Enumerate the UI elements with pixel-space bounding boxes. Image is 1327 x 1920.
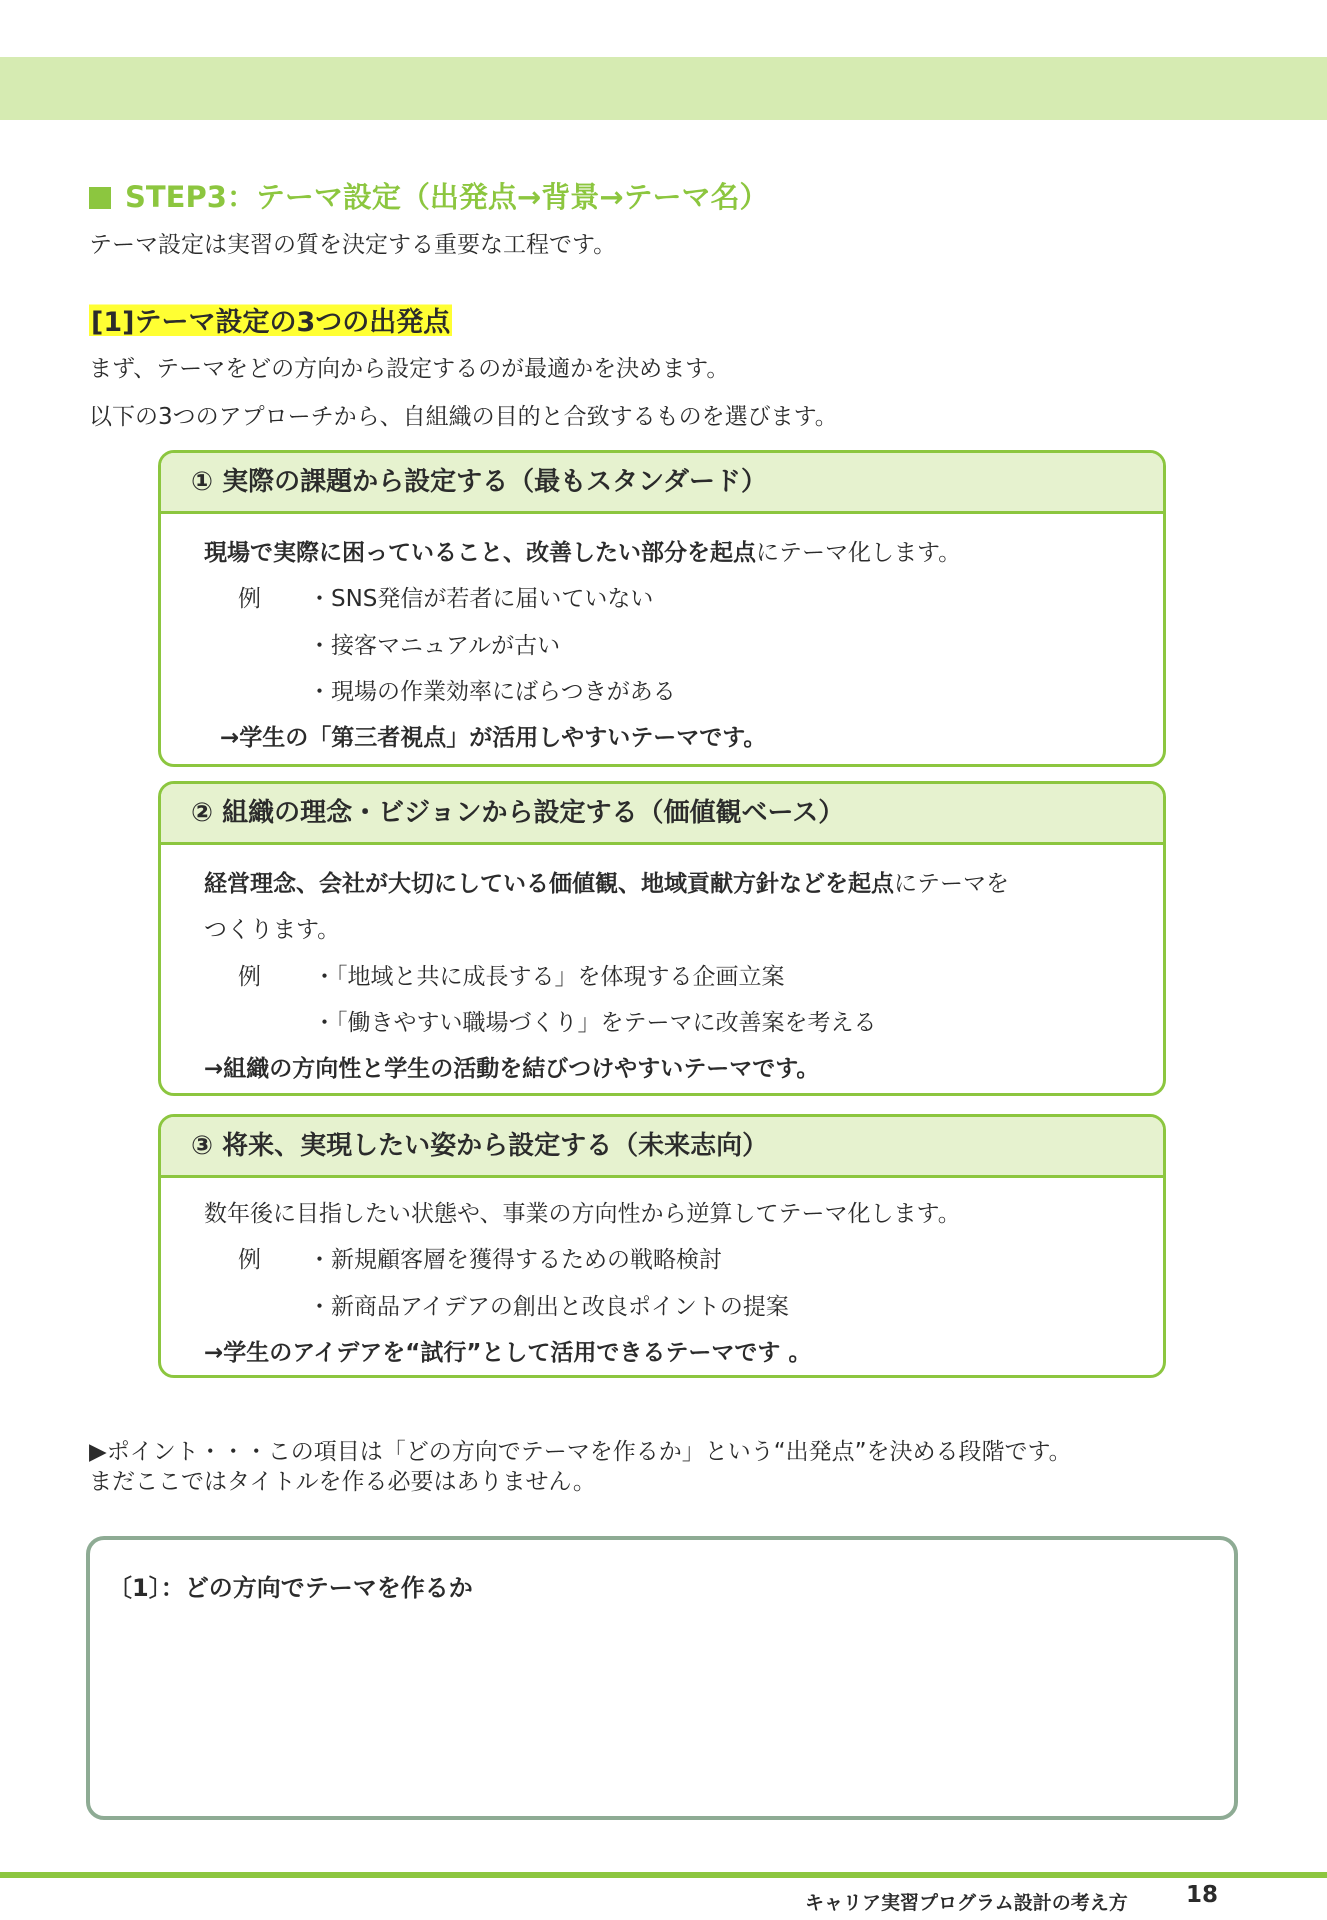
approach-description bbox=[204, 534, 961, 567]
example-item: ・「地域と共に成長する」を体現する企画立案 bbox=[313, 964, 785, 990]
example-item: ・現場の作業効率にばらつきがある bbox=[308, 679, 676, 705]
description-bold: 経営理念、会社が大切にしている価値観、地域貢献方針などを起点 bbox=[204, 871, 894, 897]
approach-description: 数年後に目指したい状態や、事業の方向性から逆算してテーマ化します。 bbox=[204, 1201, 961, 1227]
example-item: ・接客マニュアルが古い bbox=[308, 633, 561, 659]
section-paragraph-2: 以下の3つのアプローチから、自組織の目的と合致するものを選びます。 bbox=[89, 404, 838, 430]
footer-title: キャリア実習プログラム設計の考え方 bbox=[805, 1892, 1128, 1914]
footer-line bbox=[0, 1872, 1327, 1878]
example-label: 例 bbox=[238, 964, 261, 990]
example-item: ・「働きやすい職場づくり」をテーマに改善案を考える bbox=[313, 1010, 877, 1036]
point-note bbox=[89, 1437, 1072, 1497]
point-line-2: まだここではタイトルを作る必要はありません。 bbox=[89, 1469, 596, 1495]
approach-card-1 bbox=[158, 450, 1166, 767]
approach-description bbox=[204, 865, 1009, 898]
approach-card-3 bbox=[158, 1114, 1166, 1378]
intro-text: テーマ設定は実習の質を決定する重要な工程です。 bbox=[89, 232, 617, 258]
step-heading-text: STEP3：テーマ設定（出発点→背景→テーマ名） bbox=[125, 180, 769, 214]
approach-description-line2: つくります。 bbox=[204, 917, 341, 943]
section-paragraph-1: まず、テーマをどの方向から設定するのが最適かを決めます。 bbox=[89, 356, 730, 382]
answer-label: 〔1〕：どの方向でテーマを作るか bbox=[108, 1574, 473, 1602]
description-bold: 現場で実際に困っていること、改善したい部分を起点 bbox=[204, 540, 756, 566]
step-heading bbox=[89, 175, 769, 216]
description-rest: にテーマ化します。 bbox=[756, 540, 962, 566]
example-label: 例 bbox=[238, 1247, 261, 1273]
header-band bbox=[0, 57, 1327, 120]
example-item: ・新商品アイデアの創出と改良ポイントの提案 bbox=[308, 1294, 789, 1320]
approach-conclusion: →学生の「第三者視点」が活用しやすいテーマです。 bbox=[220, 725, 767, 751]
answer-box[interactable] bbox=[86, 1536, 1238, 1820]
point-line-1: ▶ポイント・・・この項目は「どの方向でテーマを作るか」という“出発点”を決める段階です。 bbox=[89, 1439, 1072, 1465]
example-label: 例 bbox=[238, 586, 261, 612]
square-bullet-icon bbox=[89, 187, 111, 209]
approach-conclusion: →組織の方向性と学生の活動を結びつけやすいテーマです。 bbox=[204, 1056, 820, 1082]
page-number: 18 bbox=[1186, 1882, 1219, 1908]
example-item: ・SNS発信が若者に届いていない bbox=[308, 586, 654, 612]
approach-title: ① 実際の課題から設定する（最もスタンダード） bbox=[161, 453, 1163, 514]
section-heading: [1]テーマ設定の3つの出発点 bbox=[89, 300, 452, 339]
approach-title: ② 組織の理念・ビジョンから設定する（価値観ベース） bbox=[161, 784, 1163, 845]
approach-title: ③ 将来、実現したい姿から設定する（未来志向） bbox=[161, 1117, 1163, 1178]
approach-conclusion: →学生のアイデアを“試行”として活用できるテーマです 。 bbox=[204, 1340, 812, 1366]
description-rest: にテーマを bbox=[894, 871, 1009, 897]
approach-card-2 bbox=[158, 781, 1166, 1096]
example-item: ・新規顧客層を獲得するための戦略検討 bbox=[308, 1247, 722, 1273]
